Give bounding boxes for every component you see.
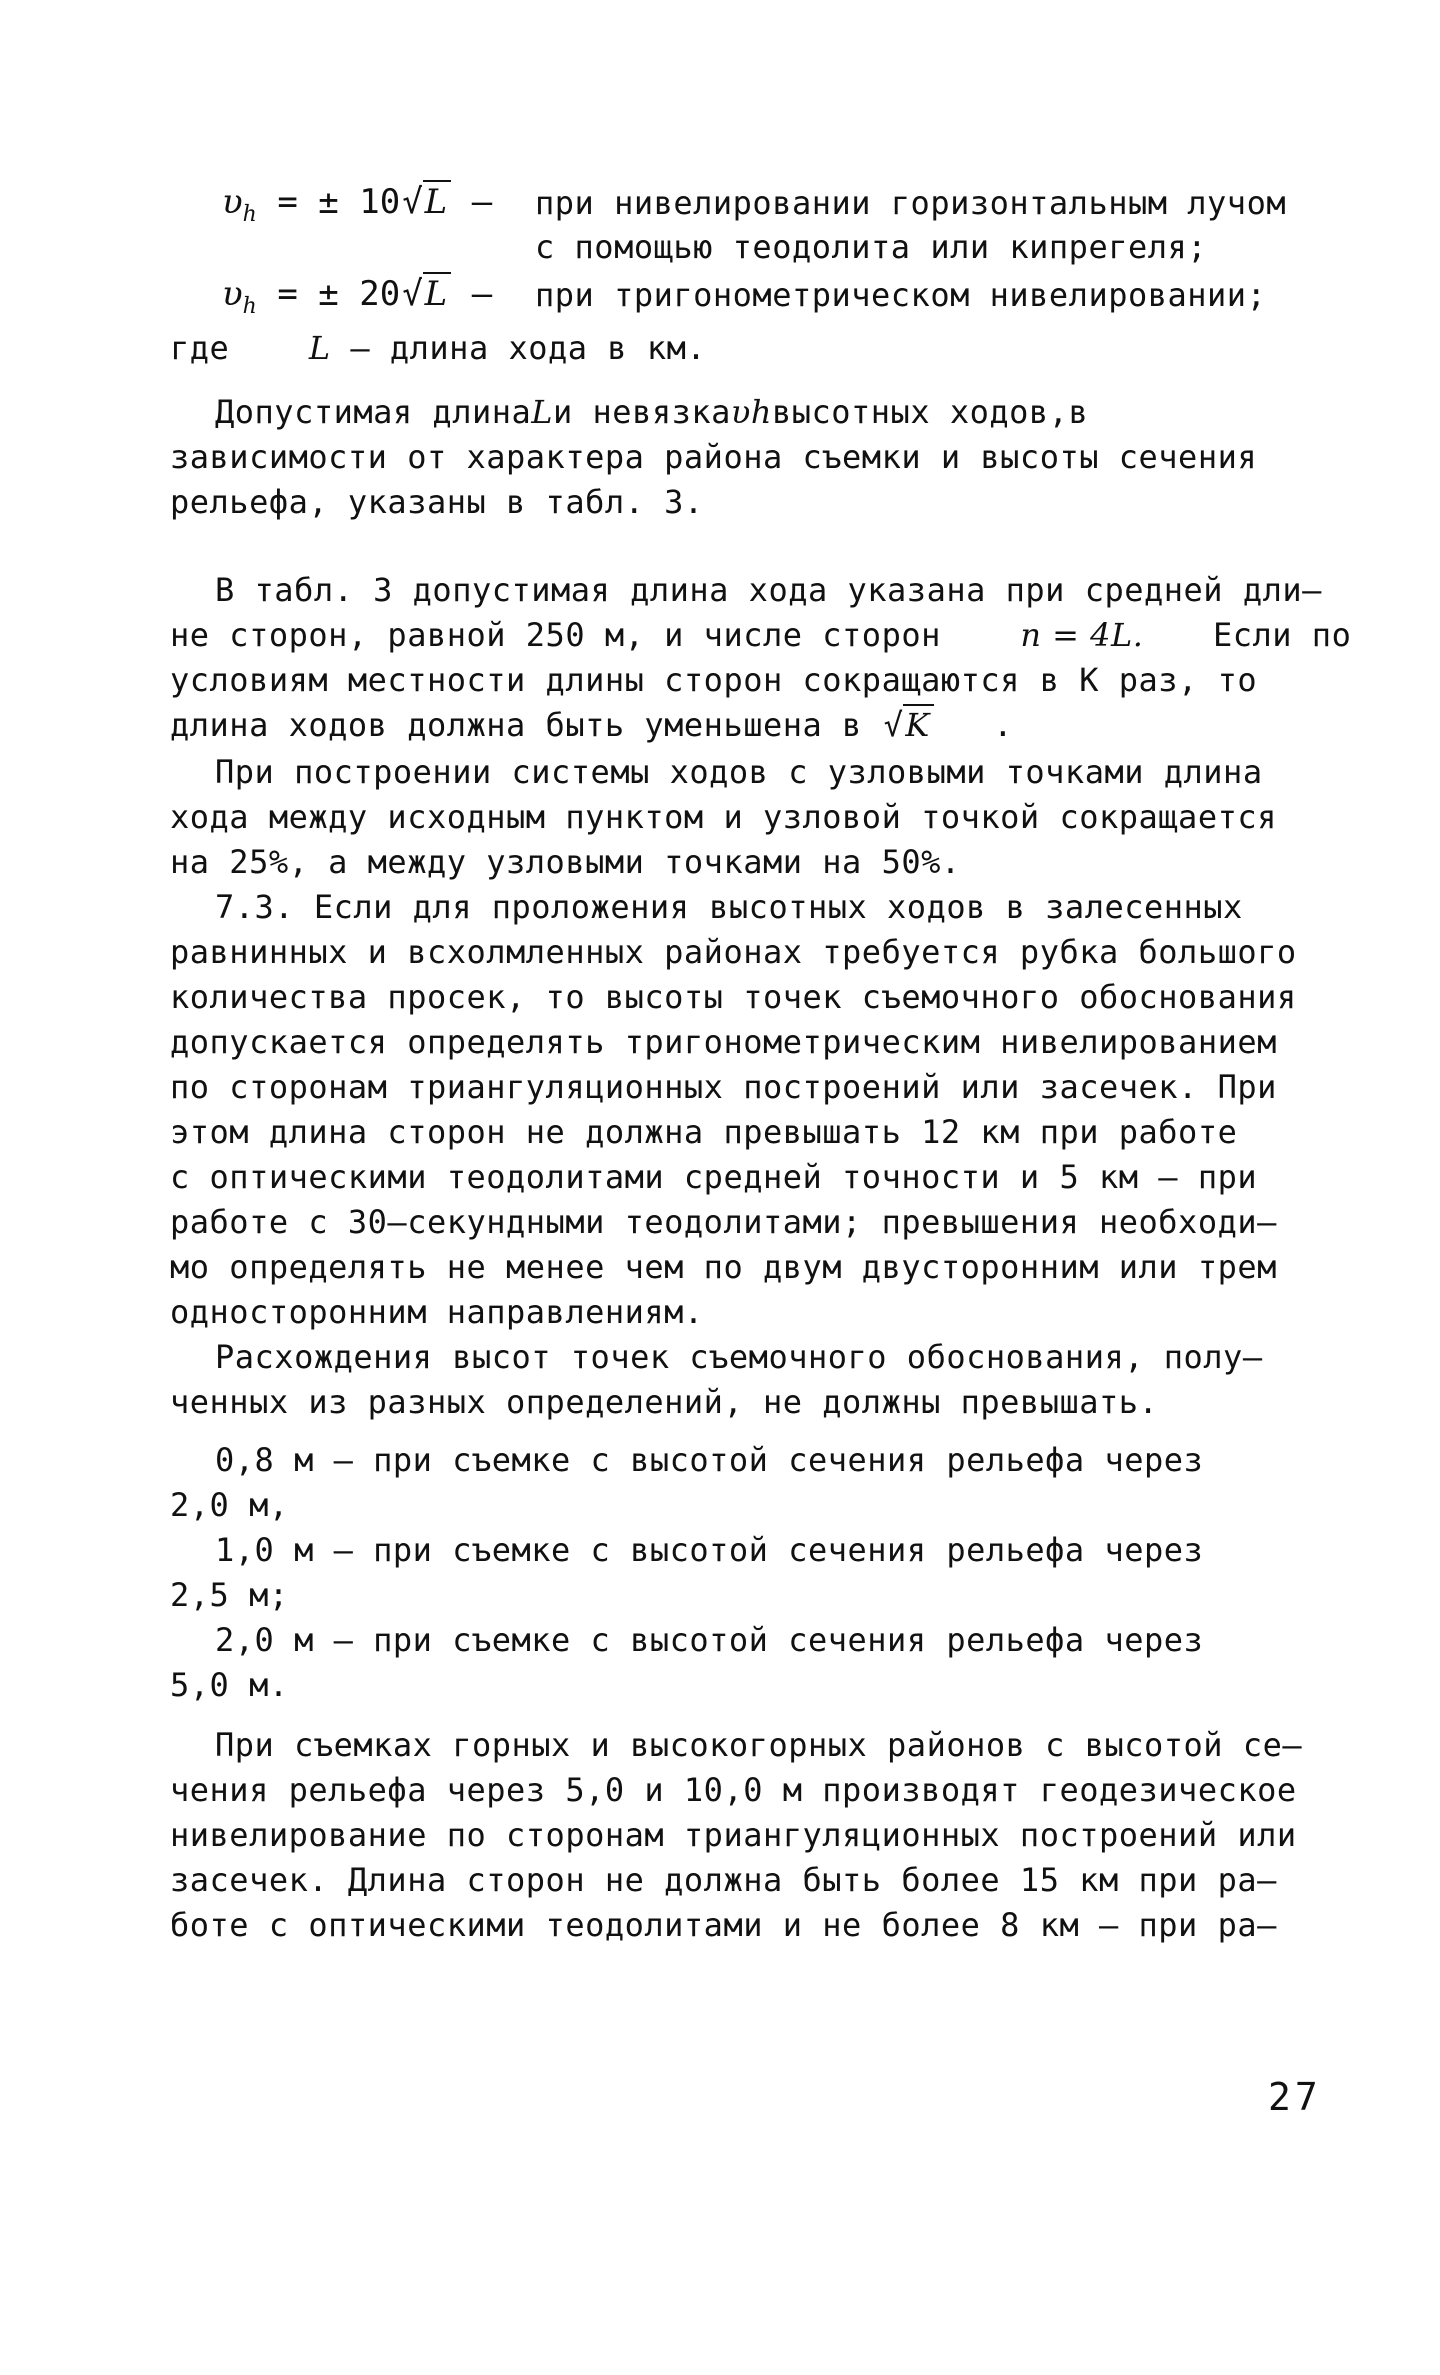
para2-line4-a: длина ходов должна быть уменьшена в [170,706,862,744]
formula1-text-line2: с помощью теодолита или кипрегеля; [535,228,1208,266]
para4-line3: количества просек, то высоты точек съемочного обоснования [170,978,1297,1016]
para6-line1: При съемках горных и высокогорных районов с высотой се– [215,1726,1303,1764]
para2-line2-b: Если по [1212,616,1352,654]
formula-eq: = ± [277,182,339,222]
formula1-text-line1: при нивелировании горизонтальным лучом [535,184,1287,222]
para1-w3: и невязка [553,393,731,431]
formula-sub: h [242,294,257,319]
para4-line4: допускается определять тригонометрическим нивелированием [170,1023,1277,1061]
para4-line2: равнинных и всхолмленных районах требуется рубка большого [170,933,1297,971]
para2-line2 [170,615,1351,655]
page-number: 27 [1268,2075,1322,2119]
para4-line1: 7.3. Если для проложения высотных ходов в залесенных [215,888,1243,926]
para3-line3: на 25%, а между узловыми точками на 50%. [170,843,961,881]
formula-radicand: L [423,180,452,222]
formula-coef: 20 [359,274,401,314]
formula-dash: – [471,182,493,222]
para2-line2-formula: n = 4L. [1020,616,1144,654]
para1-line1 [215,392,1088,432]
para3-line1: При построении системы ходов с узловыми точками длина [215,753,1263,791]
list-item-2-line1: 1,0 м – при съемке с высотой сечения рельефа через [215,1531,1204,1569]
para2-sqrt-k: K [903,704,933,744]
para4-line10: односторонним направлениям. [170,1293,704,1331]
para4-line7: с оптическими теодолитами средней точности и 5 км – при [170,1158,1258,1196]
formula2-text: при тригонометрическом нивелировании; [535,276,1267,314]
para6-line3: нивелирование по сторонам триангуляционных построений или [170,1816,1297,1854]
para4-line6: этом длина сторон не должна превышать 12 км при работе [170,1113,1238,1151]
formula-var: υ [222,182,243,222]
where-text: – длина хода в км. [350,329,707,367]
para4-line8: работе с 30–секундными теодолитами; превышения необходи– [170,1203,1277,1241]
para1-w6: в [1068,393,1089,431]
sqrt-symbol: √K [882,705,934,745]
para3-line2: хода между исходным пунктом и узловой точкой сокращается [170,798,1277,836]
para4-line5: по сторонам триангуляционных построений или засечек. При [170,1068,1277,1106]
para1-line3: рельефа, указаны в табл. 3. [170,483,704,521]
formula-sub: h [242,202,257,227]
sqrt-symbol: √L [400,180,451,224]
para2-line4 [170,705,1013,745]
formula-radicand: L [423,272,452,314]
para6-line4: засечек. Длина сторон не должна быть более 15 км при ра– [170,1861,1277,1899]
para1-line2: зависимости от характера района съемки и высоты сечения [170,438,1258,476]
para1-w4: υh [730,393,772,431]
para6-line2: чения рельефа через 5,0 и 10,0 м производят геодезическое [170,1771,1297,1809]
where-prefix: где [170,329,230,367]
list-item-3-line1: 2,0 м – при съемке с высотой сечения рельефа через [215,1621,1204,1659]
formula-20-sqrt-l [222,272,492,329]
formula-eq: = ± [277,274,339,314]
list-item-3-line2: 5,0 м. [170,1666,289,1704]
para6-line5: боте с оптическими теодолитами и не более 8 км – при ра– [170,1906,1277,1944]
where-var: L [308,329,331,367]
list-item-2-line2: 2,5 м; [170,1576,289,1614]
where-line [170,328,706,368]
para5-line1: Расхождения высот точек съемочного обоснования, полу– [215,1338,1263,1376]
formula-var: υ [222,274,243,314]
para1-w5: высотных ходов, [771,393,1069,431]
para2-line4-end: . [993,706,1014,744]
formula-coef: 10 [359,182,401,222]
sqrt-symbol: √L [400,272,451,316]
list-item-1-line1: 0,8 м – при съемке с высотой сечения рельефа через [215,1441,1204,1479]
para5-line2: ченных из разных определений, не должны превышать. [170,1383,1159,1421]
para2-line1: В табл. 3 допустимая длина хода указана при средней дли– [215,571,1322,609]
para4-line9: мо определять не менее чем по двум двусторонним или трем [170,1248,1277,1286]
para1-w1: Допустимая длина [215,393,532,431]
formula-dash: – [471,274,493,314]
formula-10-sqrt-l [222,180,492,237]
para2-line2-a: не сторон, равной 250 м, и числе сторон [170,616,941,654]
list-item-1-line2: 2,0 м, [170,1486,289,1524]
para2-line3: условиям местности длины сторон сокращаются в К раз, то [170,661,1258,699]
para1-w2: L [531,393,553,431]
